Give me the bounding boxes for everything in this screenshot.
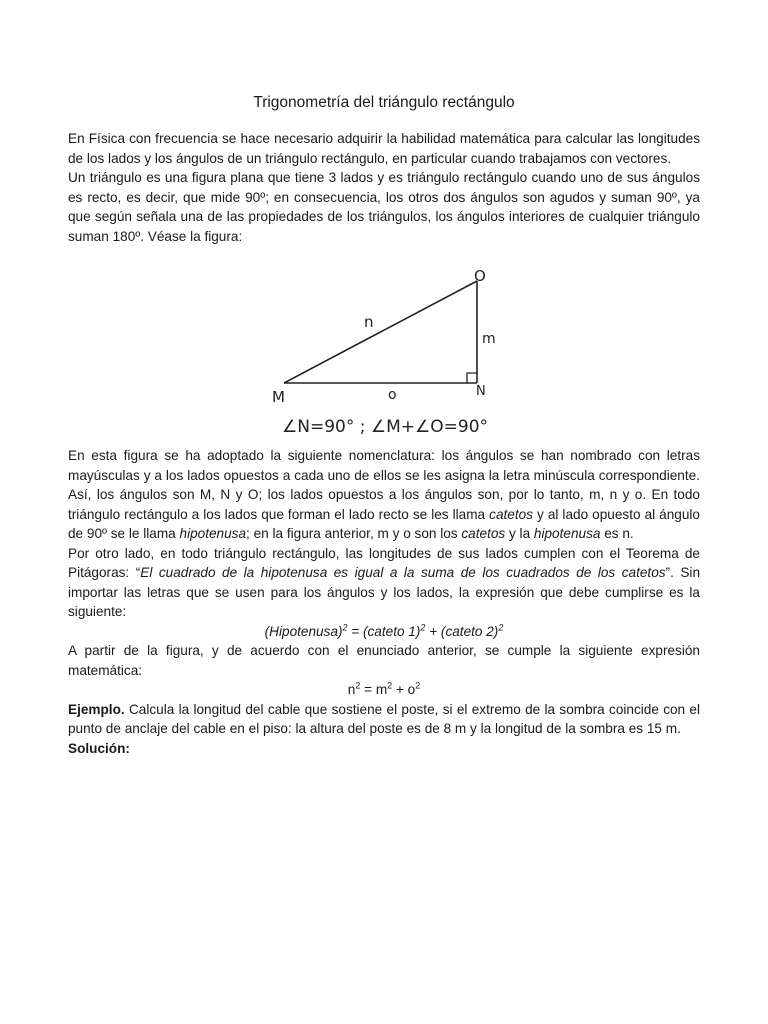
term-catetos: catetos: [489, 506, 533, 522]
formula-exponent: 2: [498, 621, 504, 632]
nomenclature-text: En esta figura se ha adoptado la siguiente nomenclatura: los ángulos se han nombrado con letras mayúsculas y a los lados opuestos a cada uno de ellos se les asigna la letra minúscula correspondiente. Así, los ángulos son M, N y O; los lados opuestos a los ángulos son, por lo tanto, m, n y o. En todo triángulo rectángulo a los lados que forman el lado recto se les llama: [68, 448, 700, 522]
formula-term: = m: [360, 682, 388, 697]
side-o-label: o: [388, 387, 397, 403]
from-figure-paragraph: A partir de la figura, y de acuerdo con el enunciado anterior, se cumple la siguiente expresión matemática:: [68, 643, 700, 678]
pythagoras-quote: El cuadrado de la hipotenusa es igual a la suma de los cuadrados de los catetos: [140, 565, 666, 580]
pythagoras-formula: [68, 622, 700, 642]
term-catetos: catetos: [461, 526, 506, 541]
formula-exponent: 2: [342, 621, 348, 632]
term-hipotenusa: hipotenusa: [179, 526, 247, 541]
formula-term: n: [347, 682, 356, 697]
page-title: Trigonometría del triángulo rectángulo: [253, 94, 515, 111]
pythagoras-paragraph: [68, 544, 700, 622]
solution-heading: [68, 739, 700, 759]
hypotenuse-line: [284, 281, 477, 383]
formula-exponent: 2: [387, 680, 393, 691]
term-hipotenusa: hipotenusa: [533, 526, 601, 541]
intro-paragraph-1: En Física con frecuencia se hace necesario adquirir la habilidad matemática para calcular las longitudes de los lados y los ángulos de un triángulo rectángulo, en particular cuando trabajamos con vectores.: [68, 131, 700, 166]
side-n-label: n: [364, 313, 374, 331]
intro-paragraph-2: Un triángulo es una figura plana que tiene 3 lados y es triángulo rectángulo cuando uno de sus ángulos es recto, es decir, que mide 90º; en consecuencia, los otros dos ángulos son agudos y suman 90º, ya que según señala una de las propiedades de los triángulos, los ángulos interiores de cualquier triángulo suman 180º. Véase la figura:: [68, 170, 700, 244]
nomenclature-text: y al lado opuesto al ángulo de 90º se le llama: [68, 506, 700, 541]
angle-caption: ∠N=90° ; ∠M+∠O=90°: [282, 417, 489, 437]
formula-term: = (cateto 1): [347, 623, 421, 639]
nomenclature-text: y la: [505, 526, 534, 541]
pythagoras-text: Por otro lado, en todo triángulo rectángulo, las longitudes de sus lados cumplen con el Teorema de Pitágoras: “: [68, 545, 700, 580]
intro-section: [68, 129, 700, 246]
side-m-label: m: [482, 331, 496, 347]
example-text: Calcula la longitud del cable que sostiene el poste, si el extremo de la sombra coincide con el punto de anclaje del cable en el piso: la altura del poste es de 8 m y la longitud de la sombra es 15 m.: [68, 701, 700, 736]
formula-term: + (cateto 2): [425, 623, 499, 639]
formula-exponent: 2: [355, 680, 361, 691]
vertex-n-label: N: [476, 384, 486, 399]
nomenclature-text: ; en la figura anterior, m y o son los: [246, 526, 462, 541]
pythagoras-text: ”. Sin importar las letras que se usen para los ángulos y los lados, la expresión que debe cumplirse es la siguiente:: [68, 565, 701, 619]
nomenclature-paragraph: [68, 446, 700, 544]
example-paragraph: [68, 700, 700, 739]
vertex-m-label: M: [272, 388, 285, 406]
example-label: Ejemplo.: [68, 701, 125, 717]
triangle-diagram: [262, 265, 512, 445]
triangle-formula: [68, 680, 700, 700]
solution-label: Solución:: [68, 740, 130, 756]
formula-exponent: 2: [420, 621, 426, 632]
formula-term: + o: [392, 682, 416, 697]
body-section: [68, 446, 700, 758]
vertex-o-label: O: [474, 267, 486, 285]
nomenclature-text: es n.: [600, 526, 634, 541]
right-angle-mark: [467, 373, 477, 383]
formula-term: (Hipotenusa): [264, 623, 343, 639]
formula-exponent: 2: [415, 680, 421, 691]
right-triangle-figure: [262, 265, 512, 445]
